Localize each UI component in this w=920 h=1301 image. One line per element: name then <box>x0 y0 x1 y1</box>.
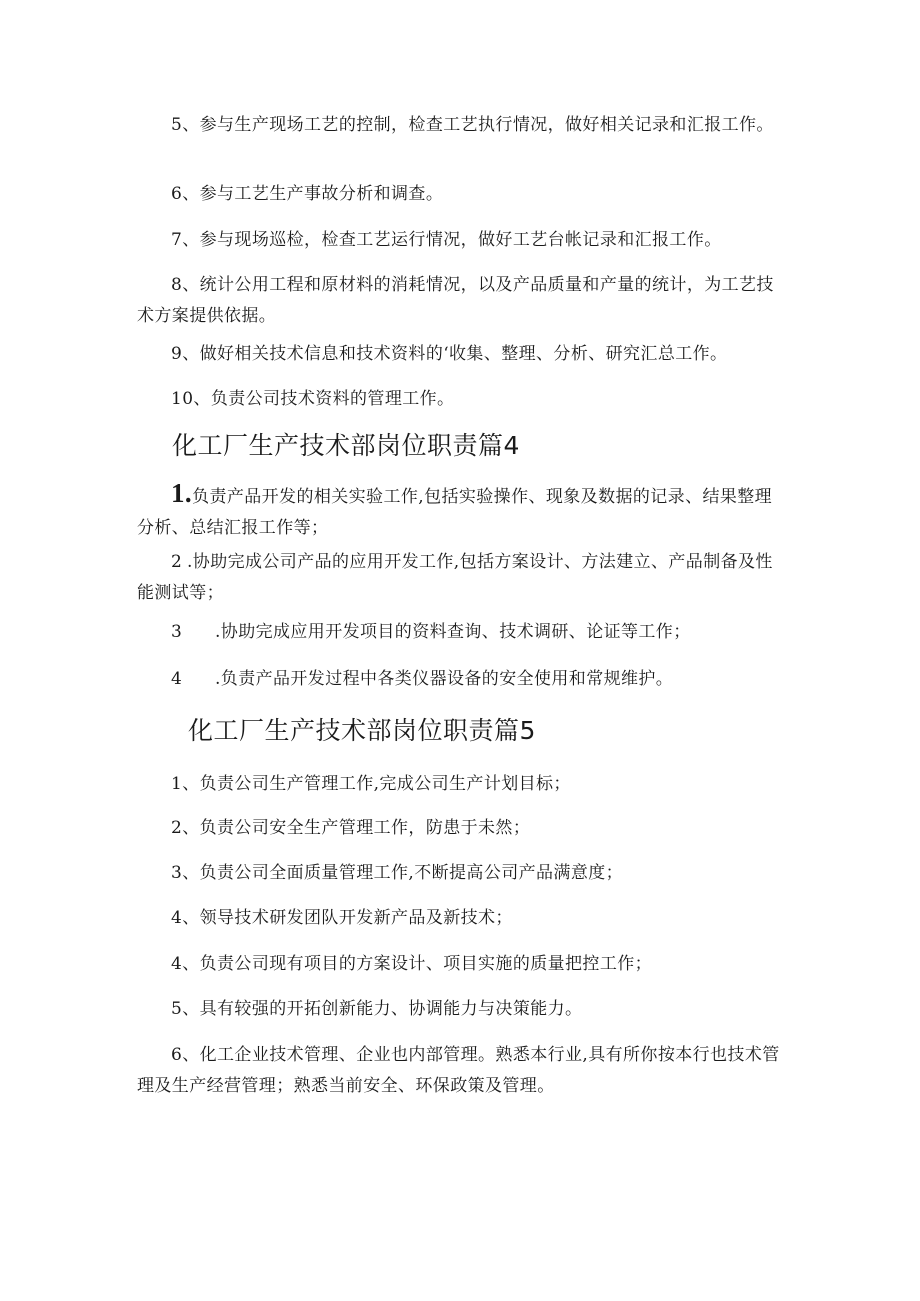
list-item: 6、参与工艺生产事故分析和调查。 <box>171 184 444 204</box>
list-item: 5、参与生产现场工艺的控制，检查工艺执行情况，做好相关记录和汇报工作。 <box>171 115 774 135</box>
list-item: 7、参与现场巡检，检查工艺运行情况，做好工艺台帐记录和汇报工作。 <box>171 230 722 250</box>
list-item: 5、具有较强的开拓创新能力、协调能力与决策能力。 <box>171 999 583 1019</box>
list-item: 10、负责公司技术资料的管理工作。 <box>171 389 455 409</box>
list-item: 1、负责公司生产管理工作,完成公司生产计划目标； <box>171 774 571 794</box>
section-heading: 化工厂生产技术部岗位职责篇5 <box>188 716 536 745</box>
list-item: 3、负责公司全面质量管理工作,不断提高公司产品满意度； <box>171 863 624 883</box>
section-heading: 化工厂生产技术部岗位职责篇4 <box>172 431 520 460</box>
list-item: 4、负责公司现有项目的方案设计、项目实施的质量把控工作； <box>171 954 653 974</box>
list-item: 9、做好相关技术信息和技术资料的‘收集、整理、分析、研究汇总工作。 <box>171 344 728 364</box>
list-item: 4 .负责产品开发过程中各类仪器设备的安全使用和常规维护。 <box>171 669 674 689</box>
list-item: 1.负责产品开发的相关实验工作,包括实验操作、现象及数据的记录、结果整理分析、总结汇报工作等； <box>137 478 773 538</box>
list-item: 2、负责公司安全生产管理工作，防患于未然； <box>171 818 531 838</box>
list-item: 3 .协助完成应用开发项目的资料查询、技术调研、论证等工作； <box>171 622 691 642</box>
list-item: 2 .协助完成公司产品的应用开发工作,包括方案设计、方法建立、产品制备及性能测试等； <box>137 552 773 603</box>
list-item: 6、化工企业技术管理、企业也内部管理。熟悉本行业,具有所你按本行也技术管理及生产经营管理；熟悉当前安全、环保政策及管理。 <box>137 1045 780 1096</box>
list-item: 4、领导技术研发团队开发新产品及新技术； <box>171 908 513 928</box>
list-item: 8、统计公用工程和原材料的消耗情况，以及产品质量和产量的统计，为工艺技术方案提供依据。 <box>137 275 774 326</box>
